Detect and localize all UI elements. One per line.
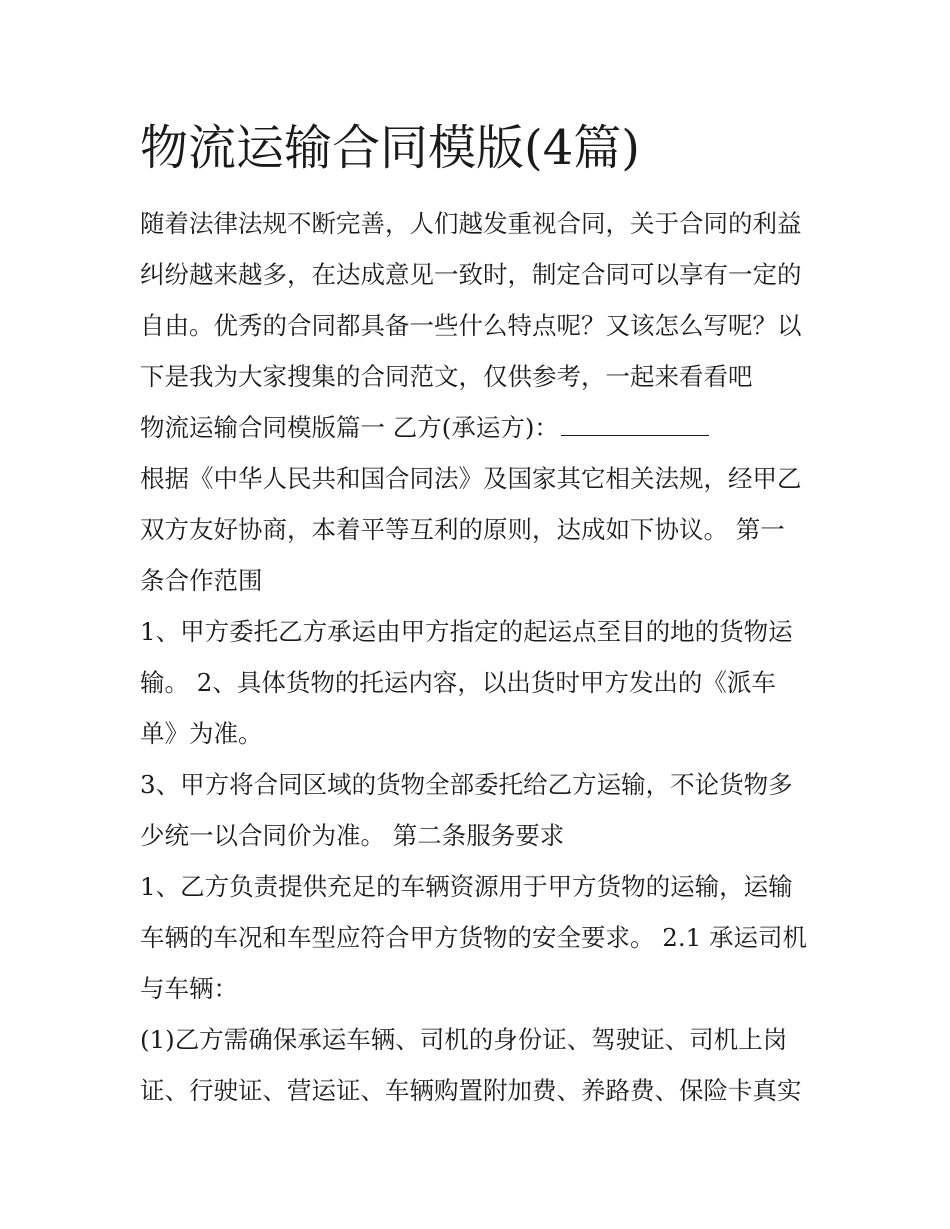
text-line: 纠纷越来越多，在达成意见一致时，制定合同可以享有一定的 [140,260,802,289]
text-line: 自由。优秀的合同都具备一些什么特点呢？又该怎么写呢？以 [140,311,802,340]
section-heading-text: 物流运输合同模版篇一 乙方(承运方)： [140,413,559,442]
document-body [140,198,820,1116]
text-line: 1、甲方委托乙方承运由甲方指定的起运点至目的地的货物运 [140,617,793,646]
text-line: 条合作范围 [140,566,263,595]
text-line: 3、甲方将合同区域的货物全部委托给乙方运输，不论货物多 [140,770,793,799]
text-line: 少统一以合同价为准。 第二条服务要求 [140,821,565,850]
text-line: 输。 2、具体货物的托运内容，以出货时甲方发出的《派车 [140,668,776,697]
text-line: 下是我为大家搜集的合同范文，仅供参考，一起来看看吧 [140,362,753,391]
fill-in-blank [561,413,709,436]
service-1-paragraph [140,861,820,1014]
text-line: 单》为准。 [140,719,263,748]
text-line: 随着法律法规不断完善，人们越发重视合同，关于合同的利益 [140,209,802,238]
service-2-paragraph [140,1014,820,1116]
text-line: (1)乙方需确保承运车辆、司机的身份证、驾驶证、司机上岗 [140,1025,788,1054]
clause-1-paragraph [140,606,820,759]
intro-paragraph [140,198,820,402]
document-title: 物流运输合同模版(4篇) [140,120,640,176]
clause-3-paragraph [140,759,820,861]
text-line: 证、行驶证、营运证、车辆购置附加费、养路费、保险卡真实 [140,1076,802,1105]
text-line: 1、乙方负责提供充足的车辆资源用于甲方货物的运输，运输 [140,872,793,901]
text-line: 车辆的车况和车型应符合甲方货物的安全要求。 2.1 承运司机 [140,923,808,952]
section-heading [140,402,820,453]
basis-paragraph [140,453,820,606]
text-line: 与车辆： [140,974,238,1003]
text-line: 双方友好协商，本着平等互利的原则，达成如下协议。 第一 [140,515,785,544]
text-line: 根据《中华人民共和国合同法》及国家其它相关法规，经甲乙 [140,464,802,493]
